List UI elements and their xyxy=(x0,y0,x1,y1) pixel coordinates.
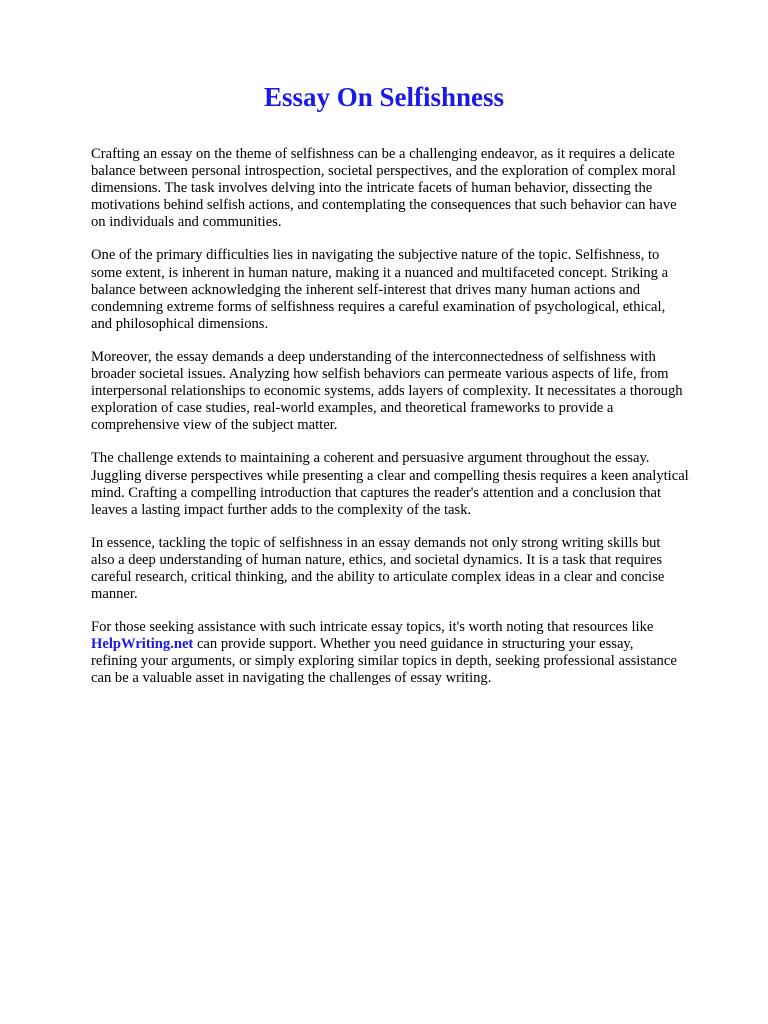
helpwriting-link[interactable]: HelpWriting.net xyxy=(91,636,194,653)
paragraph-6-rest: can provide support. Whether you need guidance in structuring your essay, refining your arguments, or simply exploring similar topics in depth, seeking professional assistance can be a valuable asset in navigating the challenges of essay writing. xyxy=(91,636,677,687)
paragraph-4: The challenge extends to maintaining a coherent and persuasive argument throughout the essay. Juggling diverse perspectives while presenting a clear and compelling thesis requires a keen analytical mind. Crafting a compelling introduction that captures the reader's attention and a conclusion that leaves a lasting impact further adds to the complexity of the task. xyxy=(91,450,689,518)
paragraph-6 xyxy=(91,619,731,687)
paragraph-5: In essence, tackling the topic of selfishness in an essay demands not only strong writing skills but also a deep understanding of human nature, ethics, and societal dynamics. It is a task that requires careful research, critical thinking, and the ability to articulate complex ideas in a clear and concise manner. xyxy=(91,534,665,603)
essay-body xyxy=(91,146,731,688)
paragraph-1: Crafting an essay on the theme of selfishness can be a challenging endeavor, as it requires a delicate balance between personal introspection, societal perspectives, and the exploration of complex moral dimensions. The task involves delving into the intricate facets of human behavior, dissecting the motivations behind selfish actions, and contemplating the consequences that such behavior can have on individuals and communities. xyxy=(91,146,677,231)
paragraph-2: One of the primary difficulties lies in navigating the subjective nature of the topic. Selfishness, to some extent, is inherent in human nature, making it a nuanced and multifaceted concept. Striking a balance between acknowledging the inherent self-interest that drives many human actions and condemning extreme forms of selfishness requires a careful examination of psychological, ethical, and philosophical dimensions. xyxy=(91,247,669,332)
paragraph-3: Moreover, the essay demands a deep understanding of the interconnectedness of selfishness with broader societal issues. Analyzing how selfish behaviors can permeate various aspects of life, from interpersonal relationships to economic systems, adds layers of complexity. It necessitates a thorough exploration of case studies, real-world examples, and theoretical frameworks to provide a comprehensive view of the subject matter. xyxy=(91,348,683,434)
page-title: Essay On Selfishness xyxy=(263,82,505,112)
paragraph-6-intro: For those seeking assistance with such intricate essay topics, it's worth noting that resources like xyxy=(91,619,654,636)
